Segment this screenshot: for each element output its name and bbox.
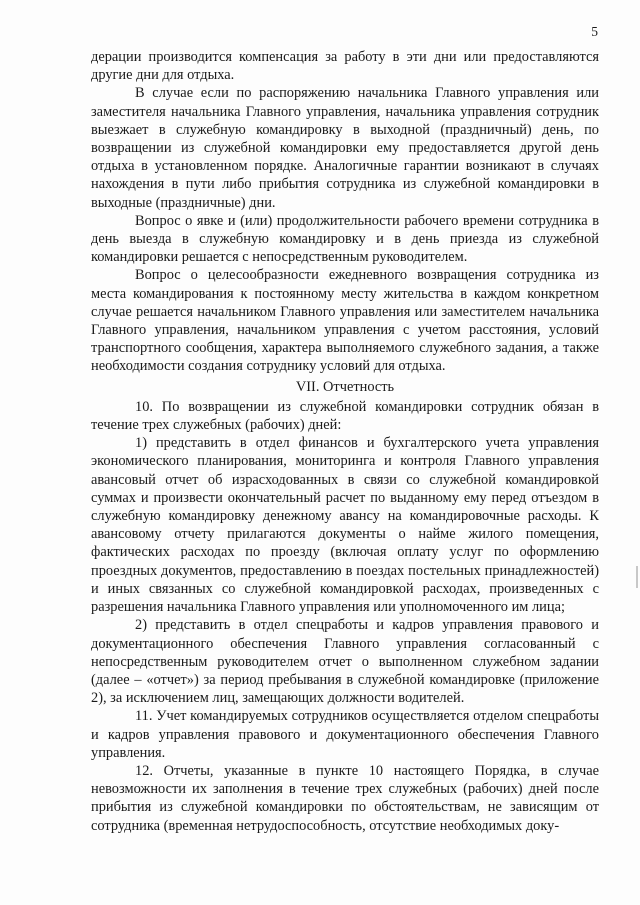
paragraph: Вопрос о целесообразности ежедневного возвращения сотрудника из места командирования к постоянному месту жительства в каждом конкретном случае решается начальником Главного управления или заместителем начальника Главного управления, начальником управления с учетом расстояния, условий транспортного сообщения, характера выполняемого служебного задания, а также необходимости создания сотруднику условий для отдыха. [91, 267, 599, 375]
paragraph: дерации производится компенсация за работу в эти дни или предоставляются другие дни для отдыха. [91, 49, 599, 84]
paragraph: 2) представить в отдел спецработы и кадров управления правового и документационного обеспечения Главного управления согласованный с непосредственным руководителем отчет о выполненном служебном задании (далее – «отчет») за период пребывания в служебной командировке (приложение 2), за исключением лиц, замещающих должности водителей. [91, 617, 599, 707]
paragraph: В случае если по распоряжению начальника Главного управления или заместителя начальника Главного управления, начальника управления сотрудник выезжает в служебную командировку в выходной (праздничный) день, по возвращении из служебной командировки ему предоставляется другой день отдыха в установленном порядке. Аналогичные гарантии возникают в случаях нахождения в пути либо прибытия сотрудника из служебной командировки в выходные (праздничные) дни. [91, 85, 599, 211]
scan-artifact-mark [636, 566, 638, 588]
paragraph: Вопрос о явке и (или) продолжительности рабочего времени сотрудника в день выезда в служебную командировку и в день приезда из служебной командировки решается с непосредственным руководителем. [91, 212, 599, 266]
paragraphs-before-section [91, 48, 599, 376]
paragraph: 11. Учет командируемых сотрудников осуществляется отделом спецработы и кадров управления правового и документационного обеспечения Главного управления. [91, 708, 599, 761]
paragraph: 12. Отчеты, указанные в пункте 10 настоящего Порядка, в случае невозможности их заполнения в течение трех служебных (рабочих) дней после прибытия из служебной командировки по обстоятельствам, не зависящим от сотрудника (временная нетрудоспособность, отсутствие необходимых доку- [91, 762, 599, 834]
paragraphs-after-section [91, 398, 599, 835]
page-number: 5 [591, 24, 598, 39]
document-body [91, 48, 599, 835]
paragraph: 1) представить в отдел финансов и бухгалтерского учета управления экономического планирования, мониторинга и контроля Главного управления авансовый отчет об израсходованных в связи со служебной командировкой суммах и произвести окончательный расчет по выданному ему перед отъездом в служебную командировку денежному авансу на командировочные расходы. К авансовому отчету прилагаются документы о найме жилого помещения, фактических расходах по проезду (включая оплату услуг по оформлению проездных документов, предоставлению в поездах постельных принадлежностей) и иных связанных со служебной командировкой расходах, произведенных с разрешения начальника Главного управления или уполномоченного им лица; [91, 435, 599, 616]
section-heading: VII. Отчетность [295, 378, 395, 395]
paragraph: 10. По возвращении из служебной командировки сотрудник обязан в течение трех служебных (рабочих) дней: [91, 398, 599, 434]
